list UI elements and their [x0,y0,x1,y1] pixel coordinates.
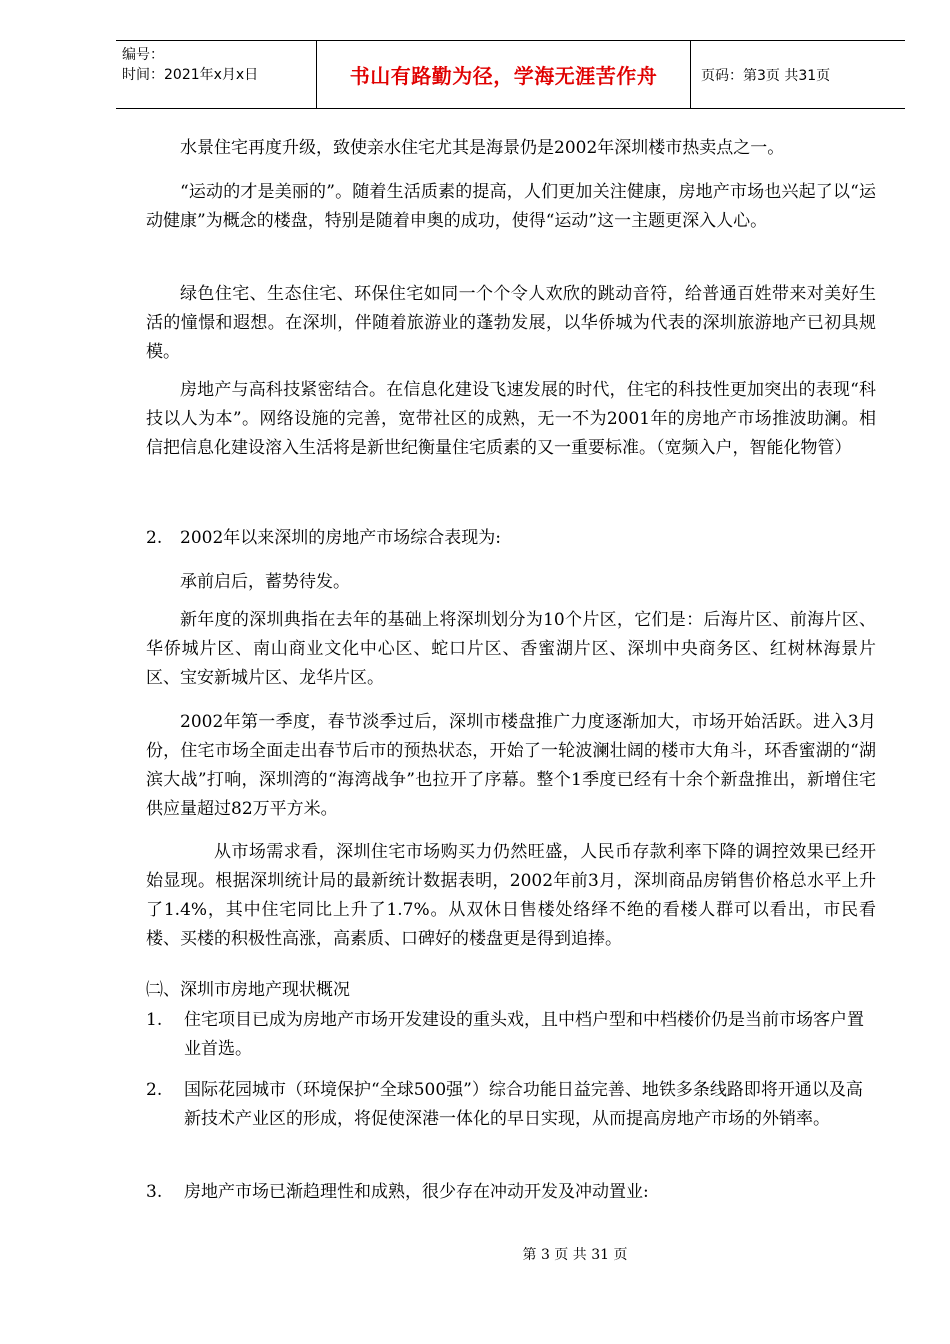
time-label: 时间：2021年x月x日 [122,67,259,83]
item-text: 住宅项目已成为房地产市场开发建设的重头戏，且中档户型和中档楼价仍是当前市场客户置业首选。 [184,1010,864,1059]
header-page-label: 页码：第3页 共31页 [701,67,831,84]
paragraph: 新年度的深圳典指在去年的基础上将深圳划分为10个片区，它们是：后海片区、前海片区、华侨城片区、南山商业文化中心区、蛇口片区、香蜜湖片区、深圳中央商务区、红树林海景片区、宝安新城片区、龙华片区。 [146,610,876,688]
document-header [116,40,905,109]
item-text: 房地产市场已渐趋理性和成熟，很少存在冲动开发及冲动置业: [184,1182,649,1202]
paragraph: 2002年第一季度，春节淡季过后，深圳市楼盘推广力度逐渐加大，市场开始活跃。进入3月份，住宅市场全面走出春节后市的预热状态，开始了一轮波澜壮阔的楼市大角斗，环香蜜湖的“湖滨大战”打响，深圳湾的“海湾战争”也拉开了序幕。整个1季度已经有十余个新盘推出，新增住宅供应量超过82万平方米。 [146,712,876,819]
paragraph: 承前启后，蓄势待发。 [180,572,350,592]
paragraph: 水景住宅再度升级，致使亲水住宅尤其是海景仍是2002年深圳楼市热卖点之一。 [180,138,785,158]
item-number: 3. [146,1182,163,1202]
header-meta [116,41,316,108]
header-motto-cell [316,41,691,108]
section-heading: ㈡、深圳市房地产现状概况 [146,980,350,1000]
header-motto: 书山有路勤为径，学海无涯苦作舟 [349,64,658,88]
paragraph: “运动的才是美丽的”。随着生活质素的提高，人们更加关注健康，房地产市场也兴起了以“运动健康”为概念的楼盘，特别是随着申奥的成功，使得“运动”这一主题更深入人心。 [146,182,876,231]
header-page-cell [691,41,905,108]
paragraph: 从市场需求看，深圳住宅市场购买力仍然旺盛，人民币存款利率下降的调控效果已经开始显现。根据深圳统计局的最新统计数据表明，2002年前3月，深圳商品房销售价格总水平上升了1.4%，其中住宅同比上升了1.7%。从双休日售楼处络绎不绝的看楼人群可以看出，市民看楼、买楼的积极性高涨，高素质、口碑好的楼盘更是得到追捧。 [146,842,876,949]
paragraph: 房地产与高科技紧密结合。在信息化建设飞速发展的时代，住宅的科技性更加突出的表现“科技以人为本”。网络设施的完善，宽带社区的成熟，无一不为2001年的房地产市场推波助澜。相信把信息化建设溶入生活将是新世纪衡量住宅质素的又一重要标准。（宽频入户，智能化物管） [146,380,876,458]
number-label: 编号： [122,47,164,63]
item-number: 2. [146,528,163,548]
item-number: 2. [146,1080,163,1100]
item-text: 国际花园城市（环境保护“全球500强”）综合功能日益完善、地铁多条线路即将开通以及高新技术产业区的形成，将促使深港一体化的早日实现，从而提高房地产市场的外销率。 [184,1080,863,1129]
paragraph: 绿色住宅、生态住宅、环保住宅如同一个个令人欢欣的跳动音符，给普通百姓带来对美好生活的憧憬和遐想。在深圳，伴随着旅游业的蓬勃发展，以华侨城为代表的深圳旅游地产已初具规模。 [146,284,876,362]
item-number: 1. [146,1010,163,1030]
page-footer [0,1244,950,1264]
footer-page-number: 第 3 页 共 31 页 [522,1247,628,1263]
item-text: 2002年以来深圳的房地产市场综合表现为: [180,528,501,548]
